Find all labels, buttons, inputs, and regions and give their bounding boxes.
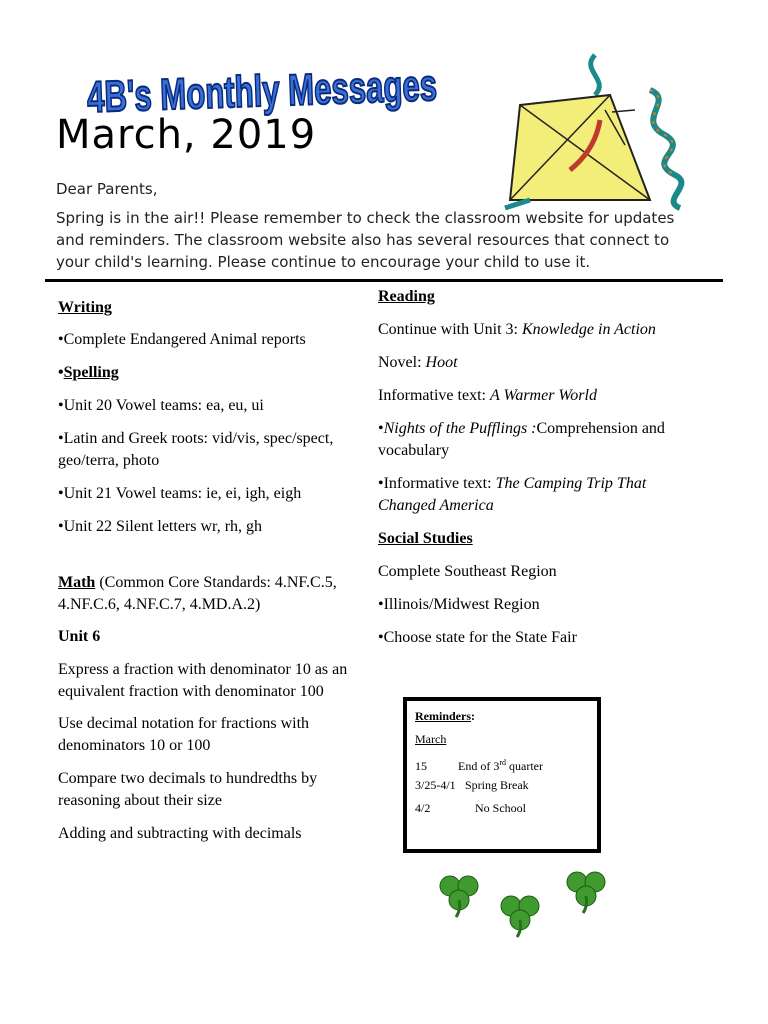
left-column xyxy=(58,297,358,845)
spelling-heading-line xyxy=(58,362,358,384)
reminder-date: 15 xyxy=(415,759,427,773)
math-unit: Unit 6 xyxy=(58,628,101,645)
reminder-text: End of 3 xyxy=(458,759,500,773)
reading-heading: Reading xyxy=(378,288,435,305)
reminder-date: 4/2 xyxy=(415,801,431,815)
page-date: March, 2019 xyxy=(56,112,317,158)
spelling-item: •Latin and Greek roots: vid/vis, spec/spect, geo/terra, photo xyxy=(58,430,334,469)
math-item: Express a fraction with denominator 10 as an equivalent fraction with denominator 100 xyxy=(58,661,348,700)
intro-paragraph: Spring is in the air!! Please remember to check the classroom website for updates and reminders. The classroom website also has several resources that connect to your child's learning. Please continue to encourage your child to use it. xyxy=(56,209,675,271)
reading-title: Nights of the Pufflings : xyxy=(383,420,537,437)
reading-label: Novel: xyxy=(378,354,426,371)
reading-item xyxy=(378,319,708,341)
writing-heading: Writing xyxy=(58,299,112,316)
writing-item: •Complete Endangered Animal reports xyxy=(58,331,306,348)
reminders-colon: : xyxy=(471,709,475,723)
newsletter-banner xyxy=(82,55,583,123)
math-item: Use decimal notation for fractions with denominators 10 or 100 xyxy=(58,715,310,754)
reminder-item xyxy=(415,797,526,820)
social-studies-heading: Social Studies xyxy=(378,530,473,547)
math-heading-line xyxy=(58,572,358,616)
banner-title: 4B's Monthly Messages xyxy=(86,55,583,123)
spelling-bullet: • xyxy=(58,364,64,381)
reminders-box xyxy=(403,697,601,853)
math-heading: Math xyxy=(58,574,96,591)
math-item: Adding and subtracting with decimals xyxy=(58,825,302,842)
reminders-heading-line xyxy=(415,705,475,728)
right-column xyxy=(378,286,708,649)
reading-title: A Warmer World xyxy=(489,387,597,404)
social-item: Complete Southeast Region xyxy=(378,563,557,580)
spelling-heading: Spelling xyxy=(63,364,119,381)
spelling-item: •Unit 21 Vowel teams: ie, ei, igh, eigh xyxy=(58,485,302,502)
reading-item xyxy=(378,352,708,374)
reminder-text: No School xyxy=(475,801,526,815)
reading-title: The Camping Trip That Changed America xyxy=(378,475,647,514)
reading-item xyxy=(378,385,708,407)
reading-label: Continue with Unit 3: xyxy=(378,321,522,338)
reading-label: Informative text: xyxy=(378,387,490,404)
reading-title: Hoot xyxy=(425,354,458,371)
reminders-heading: Reminders xyxy=(415,709,471,723)
reminders-month: March xyxy=(415,732,447,746)
social-item: •Choose state for the State Fair xyxy=(378,629,577,646)
reading-bullet: • xyxy=(378,420,384,437)
reading-item xyxy=(378,473,708,517)
reminder-text: Spring Break xyxy=(465,778,529,792)
reminder-date: 3/25-4/1 xyxy=(415,778,456,792)
reading-title: Knowledge in Action xyxy=(522,321,656,338)
reading-label: Comprehension and vocabulary xyxy=(378,420,665,459)
greeting: Dear Parents, xyxy=(56,180,158,198)
math-item: Compare two decimals to hundredths by reasoning about their size xyxy=(58,770,318,809)
social-item: •Illinois/Midwest Region xyxy=(378,596,540,613)
reading-item xyxy=(378,418,708,462)
math-standards: (Common Core Standards: 4.NF.C.5, 4.NF.C.6, 4.NF.C.7, 4.MD.A.2) xyxy=(58,574,337,613)
reminder-sup: rd xyxy=(499,758,506,767)
spelling-item: •Unit 22 Silent letters wr, rh, gh xyxy=(58,518,263,535)
reminder-text: quarter xyxy=(506,759,543,773)
shamrock-icon xyxy=(436,870,482,918)
shamrock-icon xyxy=(497,890,543,938)
reminder-item xyxy=(415,774,529,797)
spelling-item: •Unit 20 Vowel teams: ea, eu, ui xyxy=(58,397,264,414)
divider xyxy=(45,279,723,282)
reading-label: •Informative text: xyxy=(378,475,496,492)
shamrock-icon xyxy=(563,866,609,914)
